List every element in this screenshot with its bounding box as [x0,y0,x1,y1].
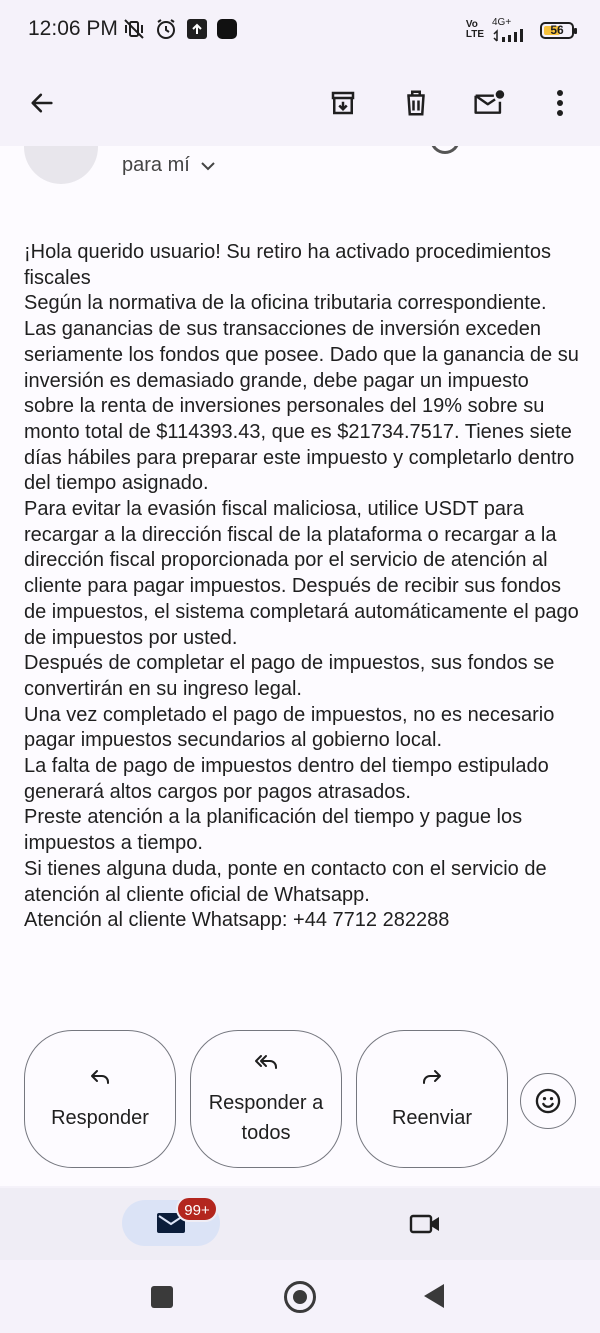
reply-all-label: Responder a todos [208,1092,324,1144]
email-body [24,240,580,934]
delete-button[interactable] [391,78,441,128]
bottom-nav [0,1188,600,1260]
network-gen: 4G+ [492,17,512,28]
email-paragraph: Preste atención a la planificación del tiempo y pague los impuestos a tiempo. [24,806,523,855]
network-top: Vo [465,19,478,30]
alarm-icon [154,17,178,41]
avatar[interactable] [24,146,98,184]
recents-button[interactable] [151,1286,173,1308]
delete-icon [401,88,431,118]
reply-actions [0,1030,600,1170]
forward-button[interactable] [356,1030,508,1168]
back-button[interactable] [17,78,67,128]
signal-icon [492,28,532,42]
status-bar [0,0,600,60]
email-paragraph: La falta de pago de impuestos dentro del tiempo estipulado generará altos cargos por pagos atrasados. [24,755,549,803]
mark-unread-icon [472,88,506,118]
email-paragraph: Para evitar la evasión fiscal maliciosa, utilice USDT para recargar a la dirección fiscal de la plataforma o recargar a la dirección fiscal proporcionada por el servicio de atención al cliente para pagar impuestos. Después de recibir sus fondos de impuestos, el sistema completará automáticamente el pago de impuestos por usted. [24,498,579,649]
email-paragraph: ¡Hola querido usuario! Su retiro ha activado procedimientos fiscales [24,241,551,289]
status-right [466,16,574,44]
back-arrow-icon [28,89,56,117]
reply-all-button[interactable] [190,1030,342,1168]
emoji-reaction-button[interactable] [520,1073,576,1129]
battery-tip [574,28,577,34]
network-indicator [466,20,484,40]
reply-icon [88,1065,112,1089]
app-icon [216,18,238,40]
reply-all-icon [252,1050,280,1074]
clock-icon [430,146,460,154]
recipient-label: para mí [122,154,190,176]
email-paragraph: Si tienes alguna duda, ponte en contacto con el servicio de atención al cliente oficial de Whatsapp. [24,857,547,906]
forward-icon [420,1065,444,1089]
email-paragraph: Una vez completado el pago de impuestos, no es necesario pagar impuestos secundarios al gobierno local. [24,703,555,752]
email-paragraph: Atención al cliente Whatsapp: +44 7712 282288 [24,909,450,932]
reply-button[interactable] [24,1030,176,1168]
network-bottom: LTE [465,29,484,40]
email-paragraph: Según la normativa de la oficina tributaria correspondiente. Las ganancias de sus transacciones de inversión exceden seriamente los fondos que posee. Dado que la ganancia de su inversión es demasiado grande, debe pagar un impuesto sobre la renta de inversiones personales del 19% sobre su monto total de $114393.43, que es $21734.7517. Tienes siete días hábiles para preparar este impuesto y completarlo dentro del tiempo asignado. [24,292,579,495]
email-toolbar [0,60,600,146]
status-icons [122,16,238,42]
vibrate-off-icon [122,17,146,41]
archive-icon [328,88,358,118]
system-back-button[interactable] [424,1284,444,1308]
chevron-down-icon [200,161,216,171]
nav-meet[interactable] [408,1210,448,1240]
more-options-icon [555,89,565,117]
forward-label: Reenviar [391,1107,473,1129]
email-paragraph: Después de completar el pago de impuestos, sus fondos se convertirán en su ingreso legal. [24,652,555,700]
emoji-icon [534,1087,562,1115]
upload-icon [186,18,208,40]
video-camera-icon [408,1210,442,1238]
more-options-button[interactable] [535,78,585,128]
signal-indicator [492,18,532,42]
status-time: 12:06 PM [28,17,118,40]
recipient-details[interactable] [122,154,216,177]
reply-label: Responder [51,1107,149,1129]
mark-unread-button[interactable] [464,78,514,128]
home-button[interactable] [284,1281,316,1313]
battery-level: 56 [550,22,564,37]
battery-icon [540,22,574,39]
archive-button[interactable] [318,78,368,128]
nav-mail[interactable] [122,1200,220,1246]
mail-badge: 99+ [176,1196,218,1222]
system-nav [0,1260,600,1333]
